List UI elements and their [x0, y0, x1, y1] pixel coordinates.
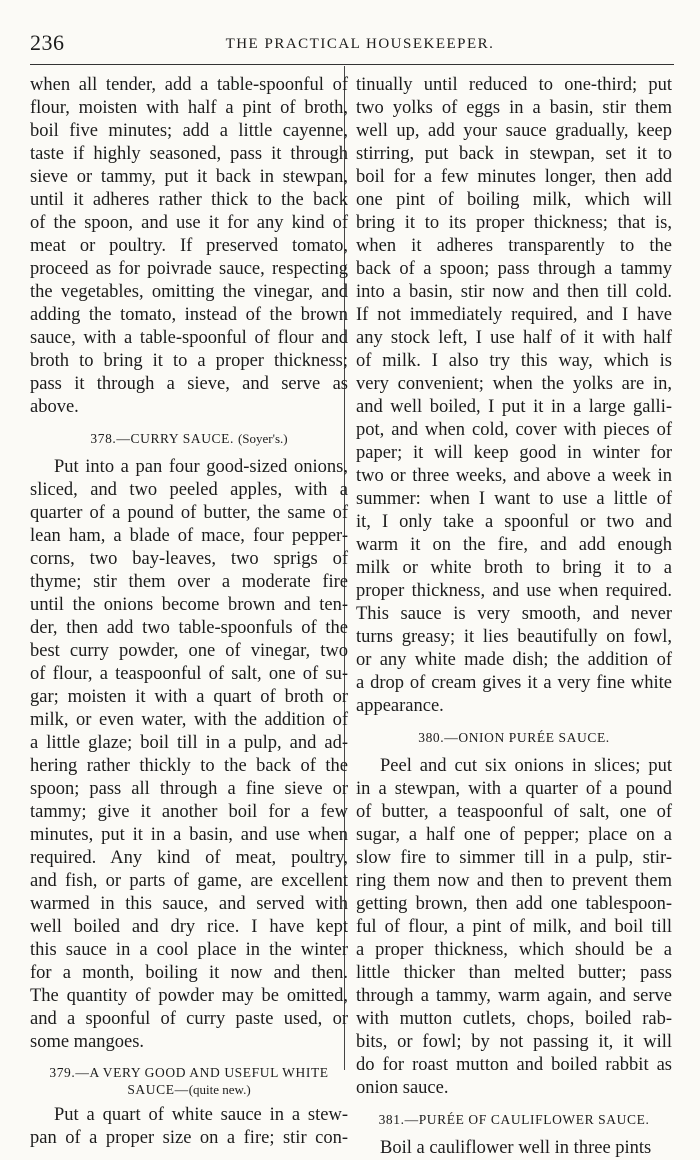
text-line: bring it to its proper thickness; that is,	[356, 213, 672, 233]
text-line: proper thickness, and use when required.	[356, 581, 672, 601]
text-line: a drop of cream gives it a very fine white	[356, 673, 672, 693]
text-line: Boil a cauliflower well in three pints	[380, 1138, 652, 1158]
text-line: back of a spoon; pass through a tammy	[356, 259, 672, 279]
text-line: for a month, boiling it now and then.	[30, 963, 348, 983]
text-line: paper; it will keep good in winter for	[356, 443, 672, 463]
recipe-380-paragraph	[356, 755, 672, 1100]
text-line: pan of a proper size on a fire; stir con-	[30, 1128, 348, 1148]
text-line: lean ham, a blade of mace, four pepper-	[30, 526, 348, 546]
text-line: very convenient; when the yolks are in,	[356, 374, 672, 394]
text-line: and fish, or parts of game, are excellent	[30, 871, 348, 891]
text-line: one pint of boiling milk, which will	[356, 190, 672, 210]
text-line: Put into a pan four good-sized onions,	[54, 457, 348, 477]
text-line: milk or white broth to bring it to a	[356, 558, 672, 578]
text-line: der, then add two table-spoonfuls of the	[30, 618, 348, 638]
right-column	[356, 74, 672, 1160]
text-line: appearance.	[356, 696, 444, 716]
recipe-378-heading	[30, 427, 348, 450]
recipe-380-heading: 380.—ONION PURÉE SAUCE.	[418, 730, 610, 745]
text-line: of butter, a teaspoonful of salt, one of	[356, 802, 672, 822]
text-line: quarter of a pound of butter, the same of	[30, 503, 348, 523]
text-line: onion sauce.	[356, 1078, 449, 1098]
text-line: ful of flour, a pint of milk, and boil till	[356, 917, 672, 937]
text-line: proceed as for poivrade sauce, respecting	[30, 259, 348, 279]
text-line: this sauce in a cool place in the winter	[30, 940, 348, 960]
text-line: with mutton cutlets, chops, boiled rab-	[356, 1009, 672, 1029]
recipe-381-paragraph	[356, 1137, 672, 1160]
recipe-378-title: 378.—CURRY SAUCE.	[90, 431, 234, 446]
text-line: hering rather thickly to the back of the	[30, 756, 348, 776]
text-line: Put a quart of white sauce in a stew-	[54, 1105, 348, 1125]
text-line: corns, two bay-leaves, two sprigs of	[30, 549, 348, 569]
recipe-379-title-line2: SAUCE—	[127, 1082, 189, 1097]
recipe-379-heading	[30, 1064, 348, 1098]
text-line: flour, moisten with half a pint of broth,	[30, 98, 348, 118]
recipe-379-paragraph	[30, 1104, 348, 1150]
text-line: sliced, and two peeled apples, with a	[30, 480, 348, 500]
page-header	[30, 30, 670, 60]
running-title: THE PRACTICAL HOUSEKEEPER.	[225, 36, 495, 52]
recipe-381-heading: 381.—PURÉE OF CAULIFLOWER SAUCE.	[378, 1112, 650, 1127]
text-line: ring them now and then to prevent them	[356, 871, 672, 891]
text-line: pass it through a sieve, and serve as	[30, 374, 348, 394]
text-line: and a spoonful of curry paste used, or	[30, 1009, 348, 1029]
text-line: of the spoon, and use it for any kind of	[30, 213, 348, 233]
text-line: little thicker than melted butter; pass	[356, 963, 672, 983]
text-line: sauce, with a table-spoonful of flour and	[30, 328, 348, 348]
text-line: a proper thickness, which should be a	[356, 940, 672, 960]
text-line: until the onions become brown and ten-	[30, 595, 348, 615]
text-line: well boiled and dry rice. I have kept	[30, 917, 348, 937]
text-line: sugar, a half one of pepper; place on a	[356, 825, 672, 845]
intro-paragraph	[30, 74, 348, 419]
recipe-378-note: (Soyer's.)	[237, 431, 288, 446]
text-line: of milk. I also try this way, which is	[356, 351, 672, 371]
text-line: slow fire to simmer till in a pulp, stir-	[356, 848, 672, 868]
text-line: bits, or fowl; by not passing it, it will	[356, 1032, 672, 1052]
text-line: tammy; give it another boil for a few	[30, 802, 348, 822]
text-line: boil for a few minutes longer, then add	[356, 167, 672, 187]
recipe-379-continued	[356, 74, 672, 718]
text-line: above.	[30, 397, 79, 417]
text-line: adding the tomato, instead of the brown	[30, 305, 348, 325]
text-line: gar; moisten it with a quart of broth or	[30, 687, 348, 707]
text-line: the vegetables, omitting the vinegar, and	[30, 282, 348, 302]
text-line: required. Any kind of meat, poultry,	[30, 848, 348, 868]
text-line: best curry powder, one of vinegar, two	[30, 641, 348, 661]
page-number: 236	[30, 30, 65, 55]
text-line: it, I only take a spoonful or two and	[356, 512, 672, 532]
text-line: tinually until reduced to one-third; put	[356, 75, 672, 95]
text-line: some mangoes.	[30, 1032, 145, 1052]
text-line: two or three weeks, and above a week in	[356, 466, 672, 486]
text-line: Peel and cut six onions in slices; put	[380, 756, 672, 776]
text-line: and well boiled, I put it in a large galli-	[356, 397, 672, 417]
text-line: spoon; pass all through a fine sieve or	[30, 779, 348, 799]
text-line: meat or poultry. If preserved tomato,	[30, 236, 348, 256]
text-line: minutes, put it in a basin, and use when	[30, 825, 348, 845]
text-line: in a stewpan, with a quarter of a pound	[356, 779, 672, 799]
text-line: taste if highly seasoned, pass it through	[30, 144, 348, 164]
text-line: thyme; stir them over a moderate fire	[30, 572, 348, 592]
text-line: This sauce is very smooth, and never	[356, 604, 672, 624]
text-line: well up, add your sauce gradually, keep	[356, 121, 672, 141]
recipe-379-note: (quite new.)	[188, 1082, 251, 1097]
text-line: summer: when I want to use a little of	[356, 489, 672, 509]
text-line: a little glaze; boil till in a pulp, and ad-	[30, 733, 348, 753]
text-line: pot, and when cold, cover with pieces of	[356, 420, 672, 440]
text-line: milk, or even water, with the addition of	[30, 710, 348, 730]
text-line: when all tender, add a table-spoonful of	[30, 75, 348, 95]
recipe-378-paragraph	[30, 456, 348, 1054]
recipe-379-title-line1: 379.—A VERY GOOD AND USEFUL WHITE	[49, 1065, 329, 1080]
text-line: sieve or tammy, put it back in stewpan,	[30, 167, 348, 187]
text-line: through a tammy, warm again, and serve	[356, 986, 672, 1006]
text-line: of flour, a teaspoonful of salt, one of su-	[30, 664, 348, 684]
text-line: until it adheres rather thick to the back	[30, 190, 348, 210]
text-line: do for roast mutton and boiled rabbit as	[356, 1055, 672, 1075]
text-line: any stock left, I use half of it with half	[356, 328, 672, 348]
left-column	[30, 74, 348, 1150]
text-line: turns greasy; it lies beautifully on fowl,	[356, 627, 672, 647]
text-line: when it adheres transparently to the	[356, 236, 672, 256]
header-rule	[30, 64, 674, 65]
text-line: stirring, put back in stewpan, set it to	[356, 144, 672, 164]
text-line: into a basin, stir now and then till cold.	[356, 282, 672, 302]
text-line: or any white made dish; the addition of	[356, 650, 672, 670]
text-line: broth to bring it to a proper thickness;	[30, 351, 348, 371]
text-line: If not immediately required, and I have	[356, 305, 672, 325]
text-line: warm it on the fire, and add enough	[356, 535, 672, 555]
text-line: warmed in this sauce, and served with	[30, 894, 348, 914]
text-line: boil five minutes; add a little cayenne,	[30, 121, 348, 141]
text-line: getting brown, then add one tablespoon-	[356, 894, 672, 914]
text-line: The quantity of powder may be omitted,	[30, 986, 348, 1006]
text-line: two yolks of eggs in a basin, stir them	[356, 98, 672, 118]
